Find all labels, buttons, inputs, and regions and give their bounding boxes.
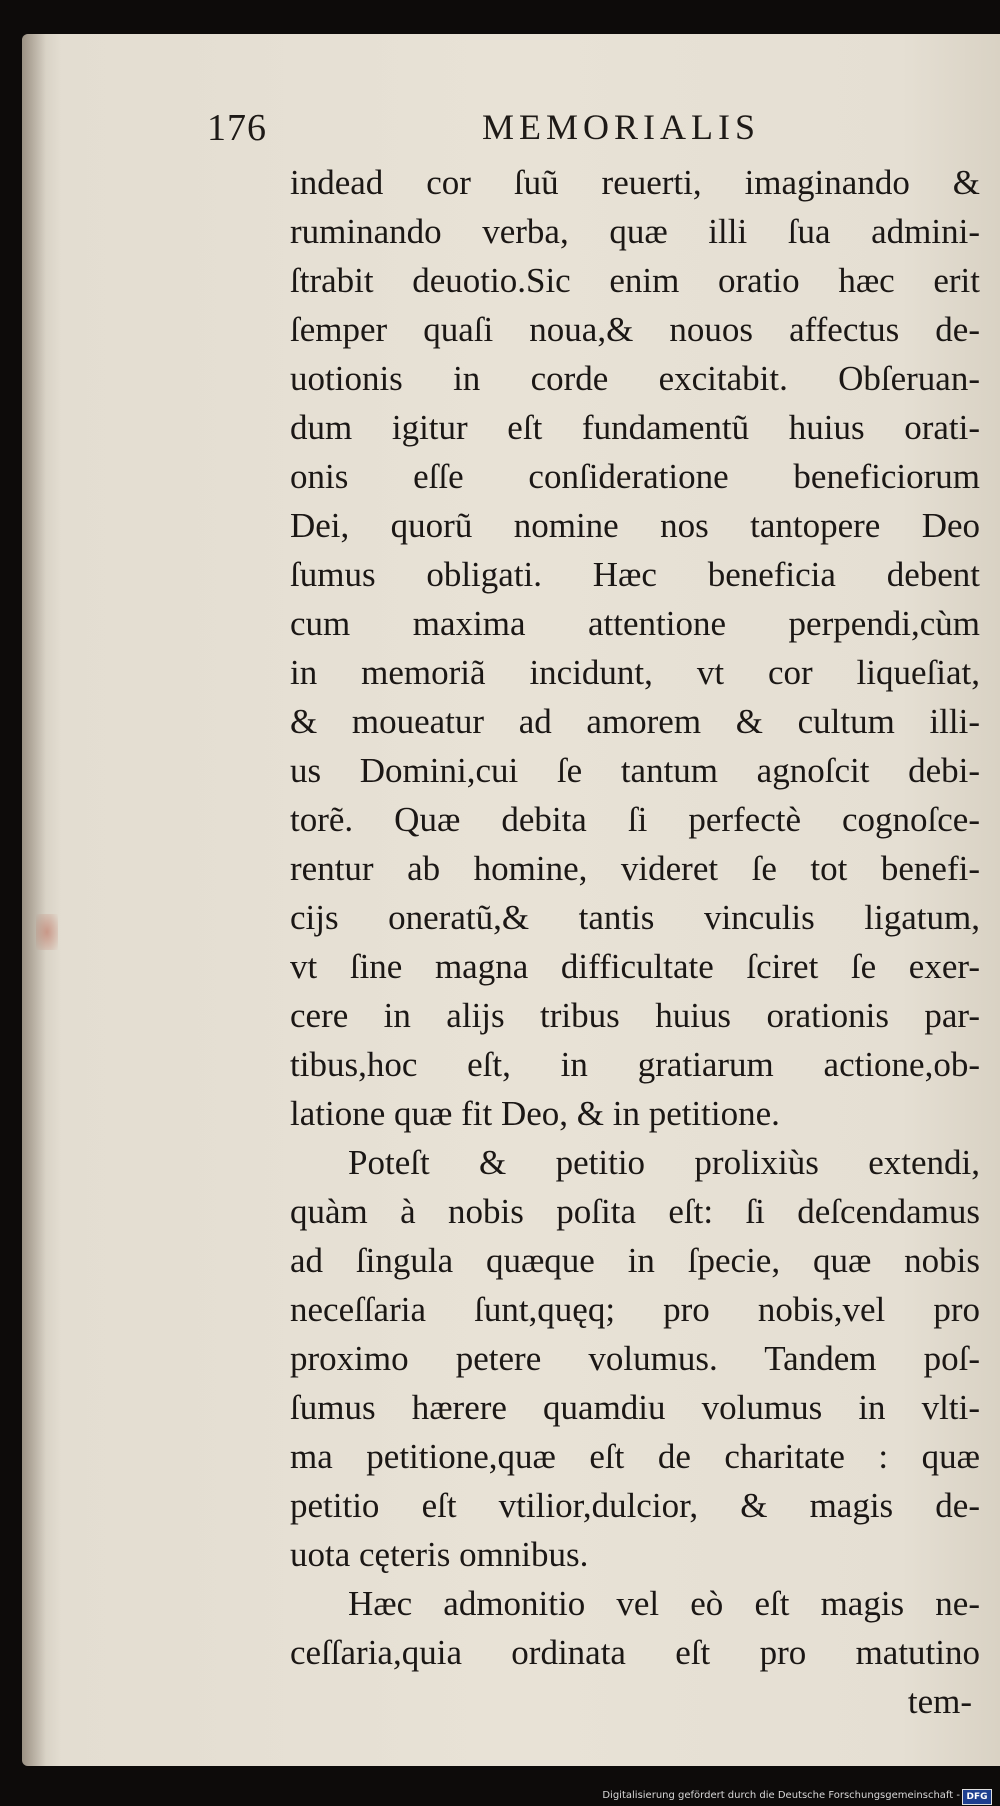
text-line: ſemper quaſi noua,& nouos affectus de- bbox=[290, 310, 980, 349]
text-line: rentur ab homine, videret ſe tot benefi- bbox=[290, 849, 980, 888]
text-line: onis eſſe conſideratione beneficiorum bbox=[290, 457, 980, 496]
book-page bbox=[22, 34, 1000, 1766]
text-block bbox=[290, 158, 980, 1726]
text-line: ceſſaria,quia ordinata eſt pro matutino bbox=[290, 1633, 980, 1672]
paragraph-start-line: Poteſt & petitio prolixiùs extendi, bbox=[348, 1143, 980, 1182]
text-line: ſtrabit deuotio.Sic enim oratio hæc erit bbox=[290, 261, 980, 300]
text-line: Dei, quorũ nomine nos tantopere Deo bbox=[290, 506, 980, 545]
text-line: ad ſingula quæque in ſpecie, quæ nobis bbox=[290, 1241, 980, 1280]
text-line: & moueatur ad amorem & cultum illi- bbox=[290, 702, 980, 741]
text-line: proximo petere volumus. Tandem poſ- bbox=[290, 1339, 980, 1378]
text-line: petitio eſt vtilior,dulcior, & magis de- bbox=[290, 1486, 980, 1525]
text-line: in memoriã incidunt, vt cor liqueſiat, bbox=[290, 653, 980, 692]
text-line: ruminando verba, quæ illi ſua admini- bbox=[290, 212, 980, 251]
text-line: cum maxima attentione perpendi,cùm bbox=[290, 604, 980, 643]
text-line: indead cor ſuũ reuerti, imaginando & bbox=[290, 163, 980, 202]
text-line: ſumus obligati. Hæc beneficia debent bbox=[290, 555, 980, 594]
page-number: 176 bbox=[207, 107, 267, 149]
gutter-shadow bbox=[22, 34, 46, 1766]
text-line: tibus,hoc eſt, in gratiarum actione,ob- bbox=[290, 1045, 980, 1084]
text-line: dum igitur eſt fundamentũ huius orati- bbox=[290, 408, 980, 447]
paper-stain bbox=[36, 914, 58, 950]
text-line: neceſſaria ſunt,quęq; pro nobis,vel pro bbox=[290, 1290, 980, 1329]
text-line: uotionis in corde excitabit. Obſeruan- bbox=[290, 359, 980, 398]
text-line: torẽ. Quæ debita ſi perfectè cognoſce- bbox=[290, 800, 980, 839]
text-line: us Domini,cui ſe tantum agnoſcit debi- bbox=[290, 751, 980, 790]
paragraph-start-line: Hæc admonitio vel eò eſt magis ne- bbox=[348, 1584, 980, 1623]
text-line: vt ſine magna difficultate ſciret ſe exer- bbox=[290, 947, 980, 986]
text-line: ma petitione,quæ eſt de charitate : quæ bbox=[290, 1437, 980, 1476]
dfg-logo: DFG bbox=[962, 1789, 992, 1805]
text-line: cere in alijs tribus huius orationis par- bbox=[290, 996, 980, 1035]
digitization-credit: Digitalisierung gefördert durch die Deutsche Forschungsgemeinschaft - bbox=[602, 1790, 960, 1801]
catchword: tem- bbox=[907, 1682, 972, 1721]
text-line: ſumus hærere quamdiu volumus in vlti- bbox=[290, 1388, 980, 1427]
text-line: quàm à nobis poſita eſt: ſi deſcendamus bbox=[290, 1192, 980, 1231]
text-line: uota cęteris omnibus. bbox=[290, 1535, 589, 1574]
text-line: cijs oneratũ,& tantis vinculis ligatum, bbox=[290, 898, 980, 937]
running-head: MEMORIALIS bbox=[482, 107, 761, 147]
text-line: latione quæ fit Deo, & in petitione. bbox=[290, 1094, 780, 1133]
